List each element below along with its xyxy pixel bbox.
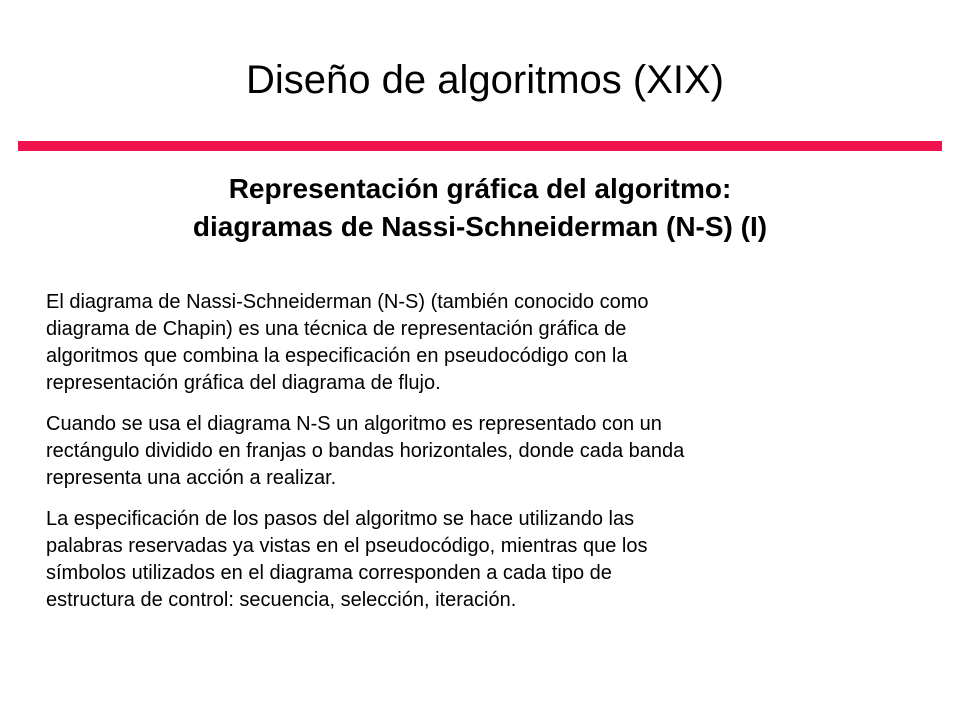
body-text [46, 289, 926, 628]
slide-title: Diseño de algoritmos (XIX) [246, 58, 724, 102]
accent-divider [18, 141, 942, 151]
paragraph-specification: La especificación de los pasos del algoritmo se hace utilizando las palabras reservadas ya vistas en el pseudocódigo, mientras que los símbolos utilizados en el diagrama corresponden a cada tipo de estructura de control: secuencia, selección, iteración. [46, 508, 648, 611]
paragraph-representation: Cuando se usa el diagrama N-S un algoritmo es representado con un rectángulo dividido en franjas o bandas horizontales, donde cada banda representa una acción a realizar. [46, 413, 685, 489]
slide-subtitle [0, 170, 960, 246]
subtitle-line-1: Representación gráfica del algoritmo: [228, 173, 732, 204]
paragraph-definition: El diagrama de Nassi-Schneiderman (N-S) (también conocido como diagrama de Chapin) es una técnica de representación gráfica de algoritmos que combina la especificación en pseudocódigo con la representación gráfica del diagrama de flujo. [46, 291, 649, 394]
subtitle-line-2: diagramas de Nassi-Schneiderman (N-S) (I) [192, 211, 768, 242]
